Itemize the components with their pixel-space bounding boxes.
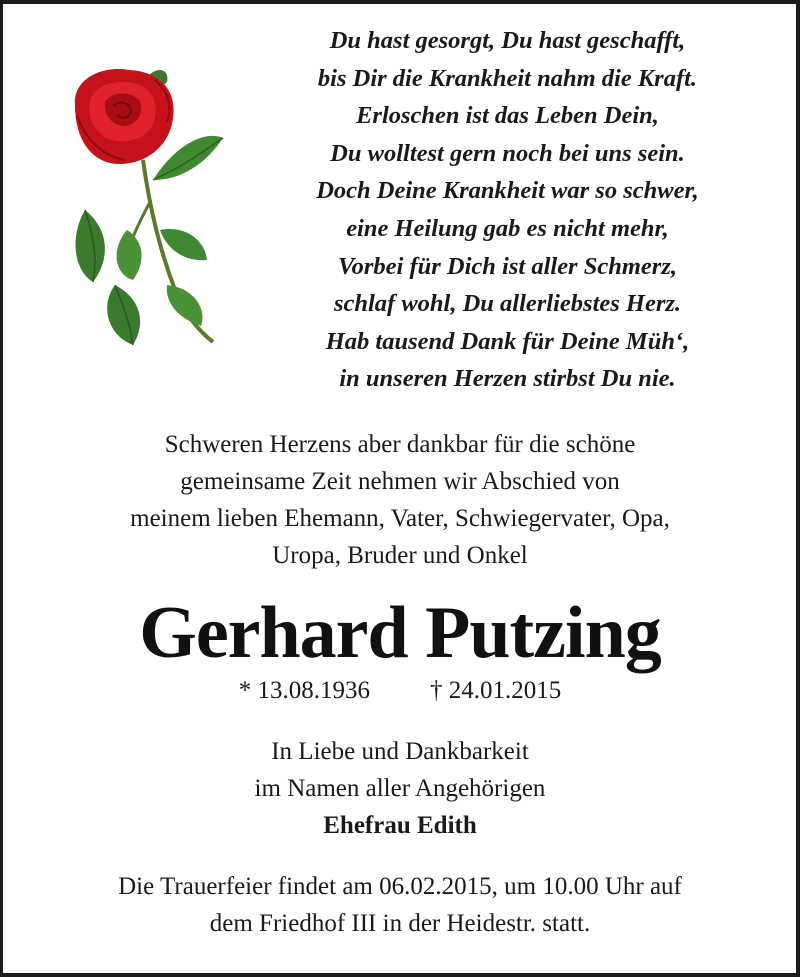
poem-line: Hab tausend Dank für Deine Müh‘, <box>325 327 690 355</box>
closing-text <box>0 733 800 844</box>
signer: Ehefrau Edith <box>323 812 477 839</box>
intro-line: gemeinsame Zeit nehmen wir Abschied von <box>180 468 620 495</box>
deceased-name: Gerhard Putzing <box>139 592 661 674</box>
closing-line: im Namen aller Angehörigen <box>254 775 546 802</box>
poem-line: eine Heilung gab es nicht mehr, <box>346 214 669 242</box>
poem-line: in unseren Herzen stirbst Du nie. <box>339 365 676 393</box>
poem-line: bis Dir die Krankheit nahm die Kraft. <box>317 64 698 92</box>
intro-line: meinem lieben Ehemann, Vater, Schwiegervater, Opa, <box>130 505 670 532</box>
intro-line: Uropa, Bruder und Onkel <box>272 542 528 569</box>
service-line: Die Trauerfeier findet am 06.02.2015, um 10.00 Uhr auf <box>118 873 682 900</box>
intro-line: Schweren Herzens aber dankbar für die schöne <box>164 431 636 458</box>
poem-line: Du wolltest gern noch bei uns sein. <box>330 139 685 167</box>
poem <box>240 22 775 398</box>
poem-line: Erloschen ist das Leben Dein, <box>356 102 659 130</box>
death-date: † 24.01.2015 <box>430 677 562 704</box>
life-dates <box>0 676 800 706</box>
funeral-service-info <box>0 868 800 942</box>
red-rose-icon <box>55 60 230 350</box>
poem-line: Doch Deine Krankheit war so schwer, <box>316 177 699 205</box>
intro-text <box>20 426 780 574</box>
closing-line: In Liebe und Dankbarkeit <box>271 738 529 765</box>
birth-date: * 13.08.1936 <box>238 677 370 704</box>
poem-line: Vorbei für Dich ist aller Schmerz, <box>338 252 677 280</box>
poem-line: Du hast gesorgt, Du hast geschafft, <box>329 27 686 54</box>
poem-line: schlaf wohl, Du allerliebstes Herz. <box>333 290 682 318</box>
service-line: dem Friedhof III in der Heidestr. statt. <box>209 910 591 937</box>
